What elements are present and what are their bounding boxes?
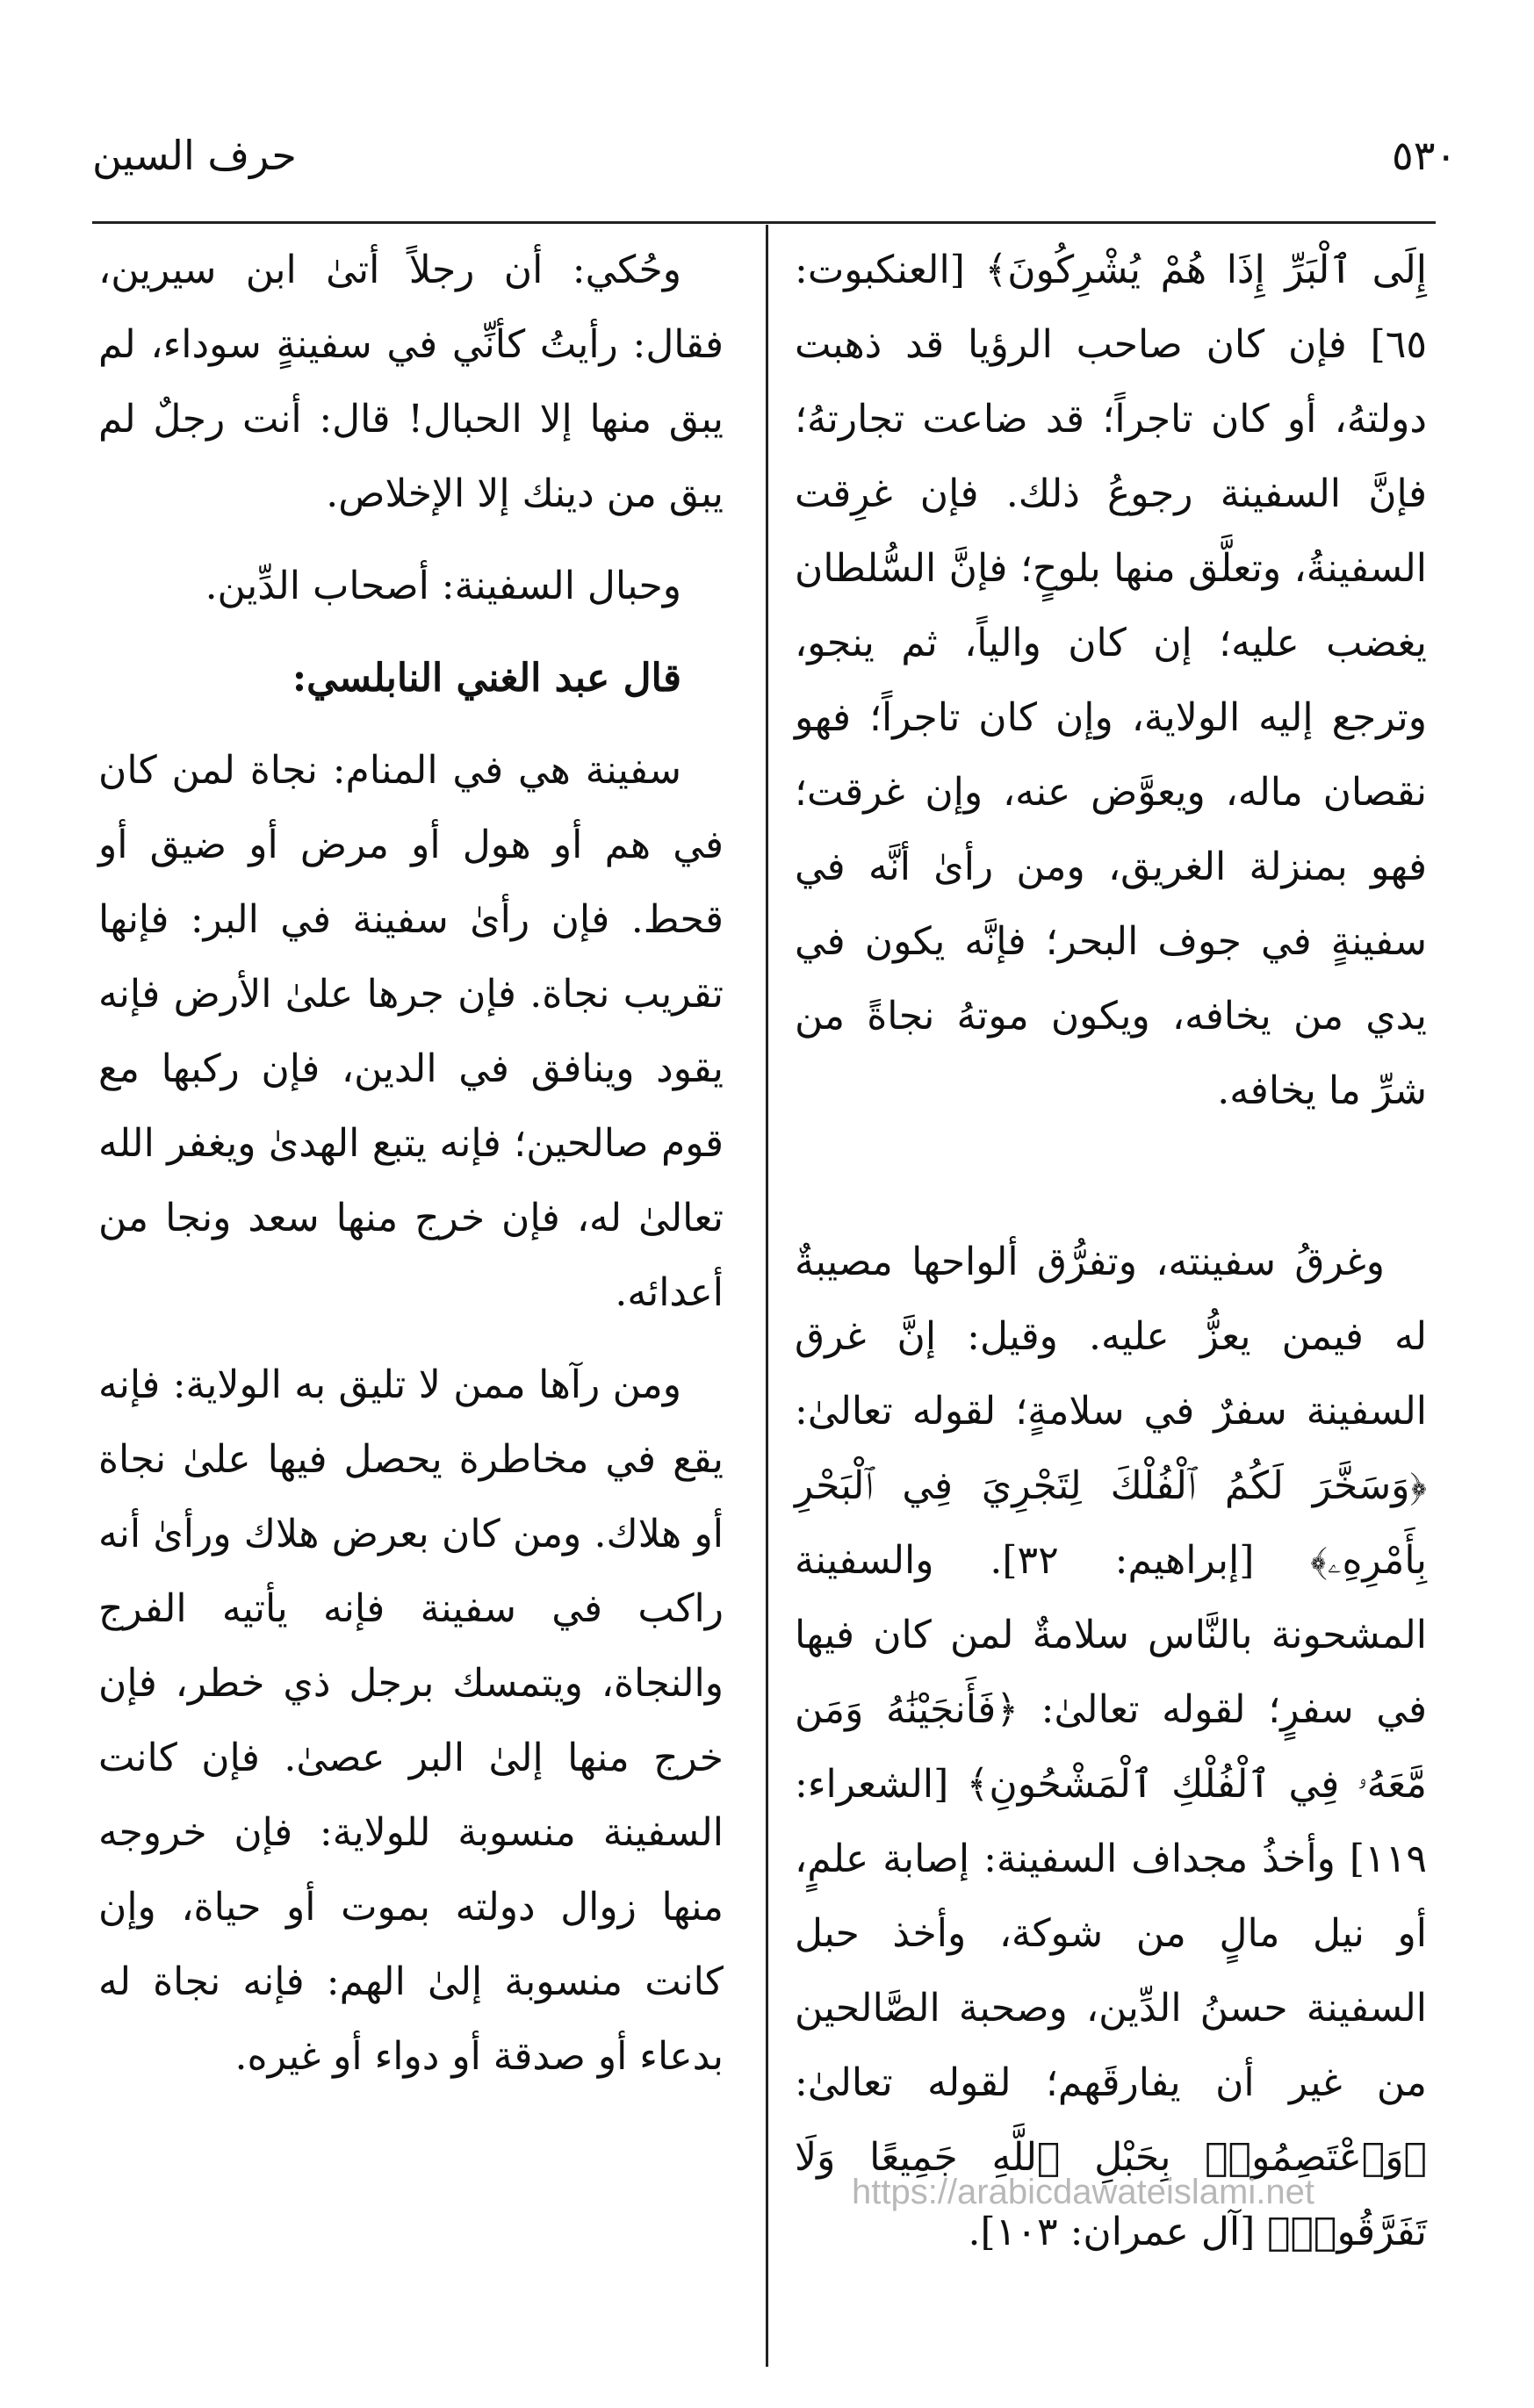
running-header-title: حرف السين <box>92 132 297 179</box>
paragraph: وحُكي: أن رجلاً أتىٰ ابن سيرين، فقال: رأيتُ كأنِّي في سفينةٍ سوداء، لم يبق منها إلا الحبال! قال: أنت رجلٌ لم يبق من دينك إلا الإخلاص. <box>98 248 724 516</box>
page-number: ٥٣٠ <box>1392 132 1458 179</box>
paragraph: إِلَى ٱلْبَرِّ إِذَا هُمْ يُشْرِكُونَ﴾ [العنكبوت: ٦٥] فإن كان صاحب الرؤيا قد ذهبت دولتهُ، أو كان تاجراً؛ قد ضاعت تجارتهُ؛ فإنَّ السفينة رجوعُ ذلك. فإن غرِقت السفينةُ، وتعلَّق منها بلوحٍ؛ فإنَّ السُّلطان يغضب عليه؛ إن كان والياً، ثم ينجو، وترجع إليه الولاية، وإن كان تاجراً؛ فهو نقصان ماله، ويعوَّض عنه، وإن غرقت؛ فهو بمنزلة الغريق، ومن رأىٰ أنَّه في سفينةٍ في جوف البحر؛ فإنَّه يكون في يدي من يخافه، ويكون موتهُ نجاةً من شرِّ ما يخافه. <box>795 248 1427 1113</box>
left-column <box>98 233 724 2111</box>
paragraph: وحبال السفينة: أصحاب الدِّين. <box>205 564 681 608</box>
column-divider <box>766 225 768 2367</box>
watermark-url: https://arabicdawateislami.net <box>852 2173 1314 2211</box>
paragraph: وغرقُ سفينته، وتفرُّق ألواحها مصيبةٌ له فيمن يعزُّ عليه. وقيل: إنَّ غرق السفينة سفرٌ في سلامةٍ؛ لقوله تعالىٰ: ﴿وَسَخَّرَ لَكُمُ ٱلْفُلْكَ لِتَجْرِيَ فِي ٱلْبَحْرِ بِأَمْرِهِۦ﴾ [إبراهيم: ٣٢]. والسفينة المشحونة بالنَّاس سلامةٌ لمن كان فيها في سفرٍ؛ لقوله تعالىٰ: ﴿فَأَنجَيْنَٰهُ وَمَن مَّعَهُۥ فِي ٱلْفُلْكِ ٱلْمَشْحُونِ﴾ [الشعراء: ١١٩] وأخذُ مجداف السفينة: إصابة علمٍ، أو نيل مالٍ من شوكة، وأخذ حبل السفينة حسنُ الدِّين، وصحبة الصَّالحين من غير أن يفارقَهم؛ لقوله تعالىٰ: ﴿وَٱعْتَصِمُوا۟ بِحَبْلِ ٱللَّهِ جَمِيعًا وَلَا تَفَرَّقُوا۟﴾ [آل عمران: ١٠٣]. <box>795 1240 1428 2254</box>
section-heading: قال عبد الغني النابلسي: <box>292 656 681 701</box>
header-rule <box>92 221 1436 224</box>
right-column <box>795 233 1427 2287</box>
paragraph: ومن رآها ممن لا تليق به الولاية: فإنه يقع في مخاطرة يحصل فيها علىٰ نجاة أو هلاك. ومن كان بعرض هلاك ورأىٰ أنه راكب في سفينة فإنه يأتيه الفرج والنجاة، ويتمسك برجل ذي خطر، فإن خرج منها إلىٰ البر عصىٰ. فإن كانت السفينة منسوبة للولاية: فإن خروجه منها زوال دولته بموت أو حياة، وإن كانت منسوبة إلىٰ الهم: فإنه نجاة له بدعاء أو صدقة أو دواء أو غيره. <box>98 1362 724 2079</box>
paragraph: سفينة هي في المنام: نجاة لمن كان في هم أو هول أو مرض أو ضيق أو قحط. فإن رأىٰ سفينة في البر: فإنها تقريب نجاة. فإن جرها علىٰ الأرض فإنه يقود وينافق في الدين، فإن ركبها مع قوم صالحين؛ فإنه يتبع الهدىٰ ويغفر الله تعالىٰ له، فإن خرج منها سعد ونجا من أعدائه. <box>98 748 724 1315</box>
